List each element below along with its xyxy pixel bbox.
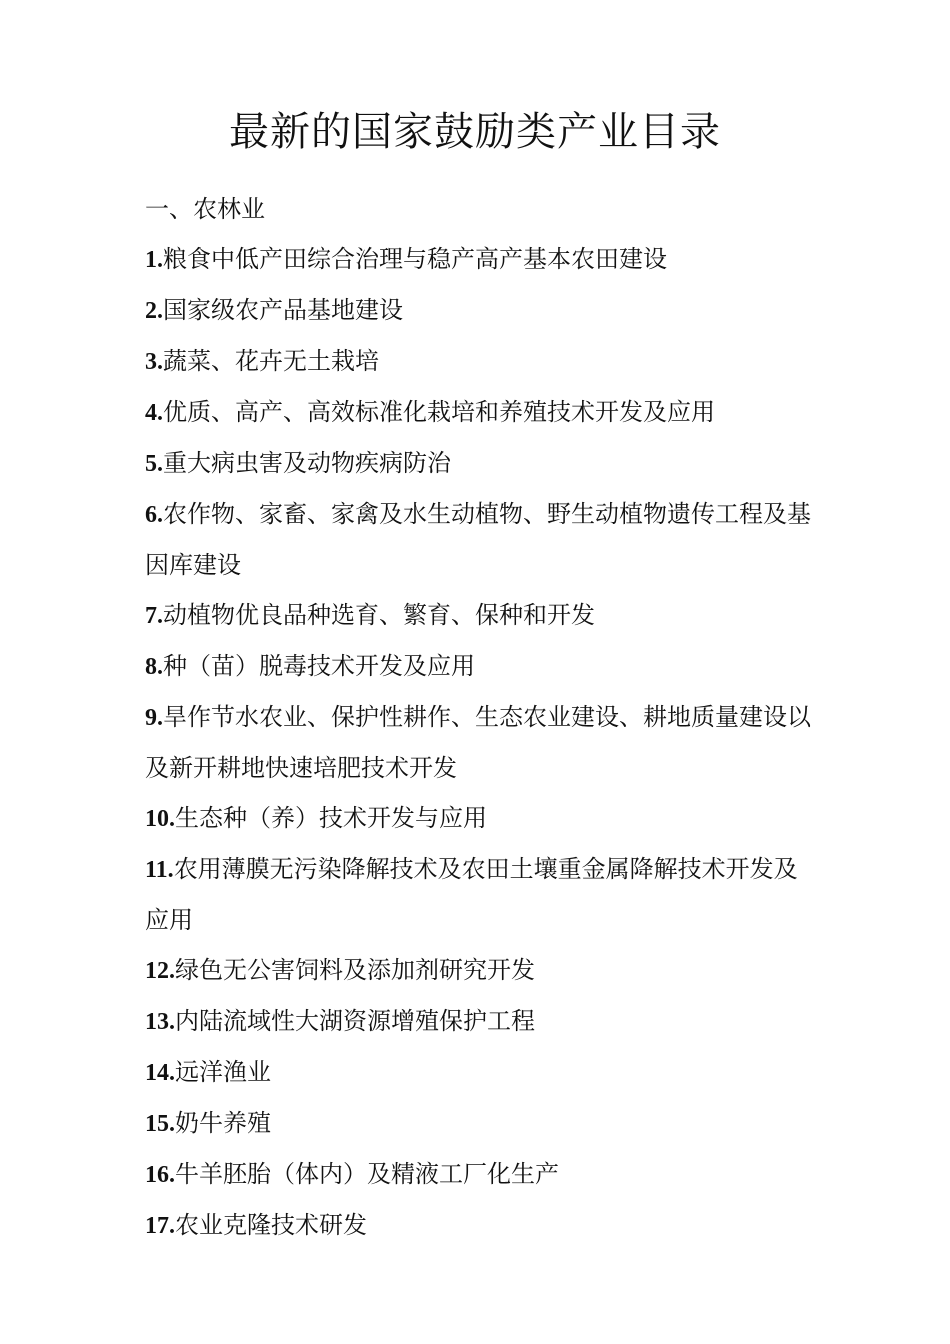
list-item bbox=[145, 692, 813, 793]
item-number: 2. bbox=[145, 298, 163, 324]
list-item bbox=[145, 590, 813, 641]
item-text: 农业克隆技术研发 bbox=[175, 1211, 367, 1239]
list-item bbox=[145, 1200, 813, 1251]
list-item bbox=[145, 387, 813, 438]
item-number: 8. bbox=[145, 654, 163, 680]
item-number: 15. bbox=[145, 1111, 175, 1137]
section-heading: 一、农林业 bbox=[145, 195, 265, 223]
item-text: 绿色无公害饲料及添加剂研究开发 bbox=[175, 956, 535, 984]
document-title: 最新的国家鼓励类产业目录 bbox=[229, 109, 721, 155]
item-number: 4. bbox=[145, 400, 163, 426]
item-number: 7. bbox=[145, 603, 163, 629]
item-number: 1. bbox=[145, 247, 163, 273]
list-item bbox=[145, 336, 813, 387]
item-text: 动植物优良品种选育、繁育、保种和开发 bbox=[163, 601, 595, 629]
item-number: 10. bbox=[145, 806, 175, 832]
item-number: 12. bbox=[145, 958, 175, 984]
item-text: 奶牛养殖 bbox=[175, 1109, 271, 1137]
item-text: 内陆流域性大湖资源增殖保护工程 bbox=[175, 1007, 535, 1035]
item-text: 国家级农产品基地建设 bbox=[163, 296, 403, 324]
item-text: 蔬菜、花卉无土栽培 bbox=[163, 347, 379, 375]
list-item bbox=[145, 844, 813, 945]
list-item bbox=[145, 285, 813, 336]
item-text: 远洋渔业 bbox=[175, 1058, 271, 1086]
document-content bbox=[145, 184, 813, 1251]
item-number: 11. bbox=[145, 857, 174, 883]
item-text: 农作物、家畜、家禽及水生动植物、野生动植物遗传工程及基因库建设 bbox=[145, 500, 811, 579]
list-item bbox=[145, 1047, 813, 1098]
item-text: 重大病虫害及动物疾病防治 bbox=[163, 449, 451, 477]
item-text: 种（苗）脱毒技术开发及应用 bbox=[163, 652, 475, 680]
list-item bbox=[145, 793, 813, 844]
list-item bbox=[145, 945, 813, 996]
list-item bbox=[145, 489, 813, 590]
item-text: 农用薄膜无污染降解技术及农田土壤重金属降解技术开发及应用 bbox=[145, 855, 798, 934]
item-number: 3. bbox=[145, 349, 163, 375]
list-item bbox=[145, 996, 813, 1047]
item-number: 17. bbox=[145, 1213, 175, 1239]
item-number: 9. bbox=[145, 705, 163, 731]
item-number: 6. bbox=[145, 502, 163, 528]
item-number: 16. bbox=[145, 1162, 175, 1188]
item-text: 生态种（养）技术开发与应用 bbox=[175, 804, 487, 832]
item-number: 14. bbox=[145, 1060, 175, 1086]
item-number: 5. bbox=[145, 451, 163, 477]
list-item bbox=[145, 234, 813, 285]
list-item bbox=[145, 438, 813, 489]
item-text: 旱作节水农业、保护性耕作、生态农业建设、耕地质量建设以及新开耕地快速培肥技术开发 bbox=[145, 703, 811, 782]
list-item bbox=[145, 641, 813, 692]
list-item bbox=[145, 1149, 813, 1200]
item-number: 13. bbox=[145, 1009, 175, 1035]
item-text: 牛羊胚胎（体内）及精液工厂化生产 bbox=[175, 1160, 559, 1188]
item-text: 优质、高产、高效标准化栽培和养殖技术开发及应用 bbox=[163, 398, 715, 426]
list-item bbox=[145, 1098, 813, 1149]
item-text: 粮食中低产田综合治理与稳产高产基本农田建设 bbox=[163, 245, 667, 273]
